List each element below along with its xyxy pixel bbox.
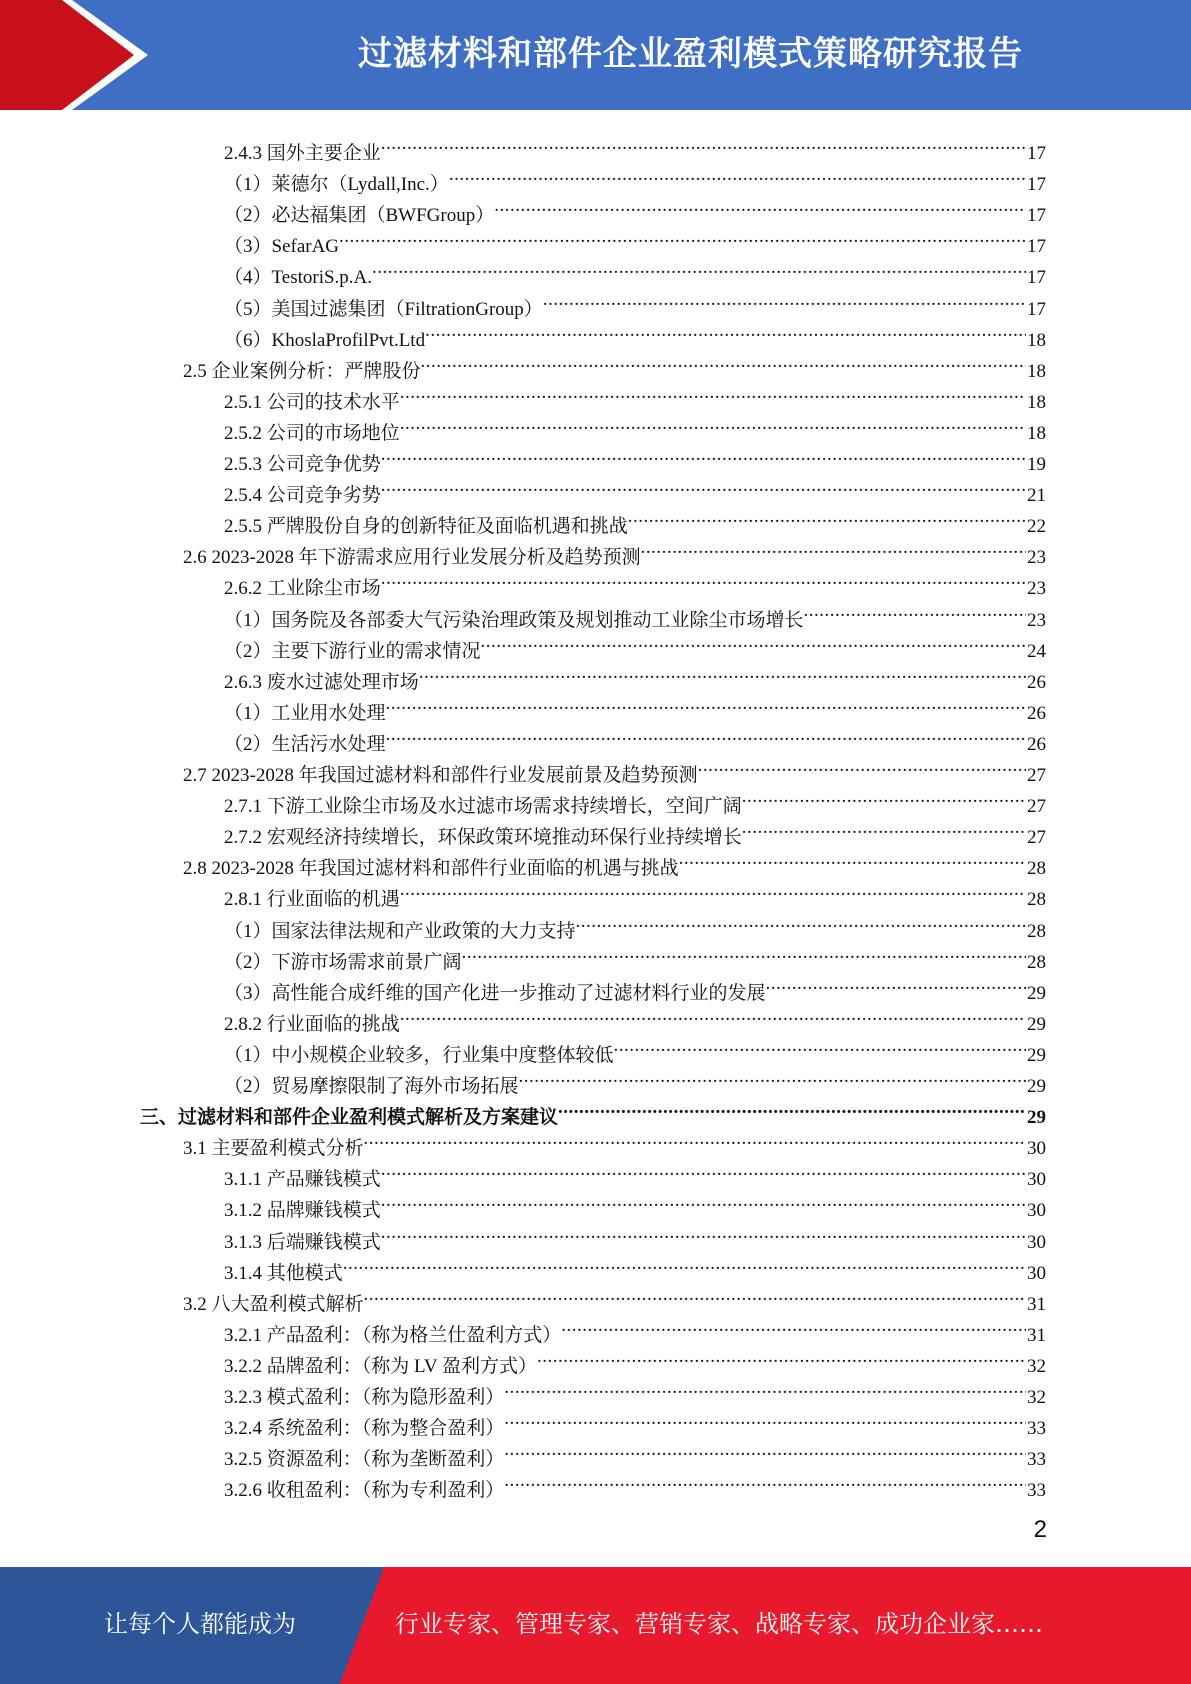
toc-entry-page: 26 <box>1027 671 1046 693</box>
toc-entry[interactable] <box>224 1154 1046 1191</box>
toc-entry-title: 2.5.2 公司的市场地位 <box>224 422 400 444</box>
toc-entry[interactable] <box>224 937 1046 973</box>
toc-dot-leader <box>679 843 1026 874</box>
toc-entry-title: 2.5.1 公司的技术水平 <box>224 391 400 413</box>
toc-entry-title: （2）下游市场需求前景广阔 <box>224 951 462 973</box>
toc-entry-page: 18 <box>1027 360 1046 382</box>
toc-entry-title: （3）高性能合成纤维的国产化进一步推动了过滤材料行业的发展 <box>224 982 766 1004</box>
toc-entry-title: 2.7.1 下游工业除尘市场及水过滤市场需求持续增长，空间广阔 <box>224 796 742 818</box>
toc-dot-leader <box>386 688 1026 719</box>
toc-dot-leader <box>339 221 1026 252</box>
toc-dot-leader <box>558 1092 1026 1123</box>
toc-entry-page: 28 <box>1027 889 1046 911</box>
toc-entry[interactable] <box>224 874 1046 911</box>
toc-entry-title: 2.5.4 公司竞争劣势 <box>224 485 381 507</box>
toc-entry-page: 17 <box>1027 174 1046 196</box>
toc-entry-page: 26 <box>1027 733 1046 755</box>
toc-entry-title: （1）国家法律法规和产业政策的大力支持 <box>224 920 576 942</box>
toc-entry[interactable] <box>224 1248 1046 1284</box>
toc-dot-leader <box>421 346 1026 377</box>
toc-entry-page: 17 <box>1027 267 1046 289</box>
toc-entry-page: 19 <box>1027 454 1046 475</box>
toc-entry-page: 29 <box>1027 1044 1046 1066</box>
toc-dot-leader <box>381 1185 1026 1216</box>
toc-dot-leader <box>504 1403 1026 1434</box>
toc-dot-leader <box>504 1434 1026 1465</box>
toc-dot-leader <box>641 532 1026 563</box>
footer-slogan-left: 让每个人都能成为 <box>104 1610 296 1638</box>
toc-dot-leader <box>742 812 1026 843</box>
toc-entry-title: （5）美国过滤集团（FiltrationGroup） <box>224 298 543 320</box>
toc-entry-page: 27 <box>1027 796 1046 818</box>
toc-entry-page: 21 <box>1027 485 1046 507</box>
toc-entry-page: 32 <box>1027 1355 1046 1377</box>
toc-dot-leader <box>766 968 1026 999</box>
toc-entry[interactable] <box>224 221 1046 258</box>
toc-entry-title: 3.2.2 品牌盈利：（称为 LV 盈利方式） <box>224 1355 537 1377</box>
toc-entry[interactable] <box>224 1372 1046 1408</box>
page-footer <box>0 1567 1191 1684</box>
toc-entry-page: 27 <box>1027 765 1046 786</box>
toc-entry-page: 28 <box>1027 920 1046 942</box>
toc-entry[interactable] <box>224 501 1046 538</box>
toc-entry[interactable] <box>224 159 1046 196</box>
toc-entry[interactable] <box>224 719 1046 755</box>
toc-entry-page: 29 <box>1027 1013 1046 1035</box>
page-header <box>0 0 1191 110</box>
toc-dot-leader <box>381 470 1026 501</box>
toc-dot-leader <box>576 906 1026 937</box>
toc-entry-title: 2.8 2023-2028 年我国过滤材料和部件行业面临的机遇与挑战 <box>183 858 679 880</box>
toc-dot-leader <box>400 874 1026 905</box>
toc-entry[interactable] <box>224 595 1046 631</box>
toc-entry-page: 28 <box>1027 858 1046 880</box>
toc-entry-title: （6）KhoslaProfilPvt.Ltd <box>224 329 426 351</box>
toc-dot-leader <box>628 501 1026 532</box>
toc-entry[interactable] <box>183 1123 1046 1160</box>
toc-entry-title: （2）主要下游行业的需求情况 <box>224 640 481 662</box>
toc-entry-title: 2.5.5 严牌股份自身的创新特征及面临机遇和挑战 <box>224 516 628 538</box>
toc-dot-leader <box>364 1279 1026 1310</box>
toc-dot-leader <box>614 1030 1026 1061</box>
toc-dot-leader <box>742 781 1026 812</box>
toc-entry[interactable] <box>140 1092 1046 1129</box>
toc-dot-leader <box>449 159 1026 190</box>
toc-entry-page: 23 <box>1027 547 1046 569</box>
toc-entry[interactable] <box>224 1030 1046 1066</box>
toc-entry[interactable] <box>224 1310 1046 1346</box>
toc-entry[interactable] <box>224 626 1046 662</box>
toc-entry-title: 2.6 2023-2028 年下游需求应用行业发展分析及趋势预测 <box>183 547 641 569</box>
toc-entry-page: 31 <box>1027 1324 1046 1346</box>
toc-entry-page: 26 <box>1027 702 1046 724</box>
toc-entry[interactable] <box>224 812 1046 849</box>
toc-entry-page: 23 <box>1027 609 1046 631</box>
toc-entry-title: 3.2 八大盈利模式解析 <box>183 1293 364 1315</box>
toc-dot-leader <box>386 719 1026 750</box>
toc-dot-leader <box>381 563 1026 594</box>
toc-entry-page: 33 <box>1027 1418 1046 1440</box>
toc-entry[interactable] <box>224 470 1046 507</box>
toc-entry[interactable] <box>224 252 1046 289</box>
toc-entry-title: （1）莱德尔（Lydall,Inc.） <box>224 174 449 196</box>
toc-entry-title: 3.2.4 系统盈利：（称为整合盈利） <box>224 1418 505 1440</box>
toc-entry-title: 2.6.3 废水过滤处理市场 <box>224 671 419 693</box>
toc-entry-title: 3.1.2 品牌赚钱模式 <box>224 1200 381 1222</box>
toc-entry-title: 3.1.3 后端赚钱模式 <box>224 1231 381 1253</box>
toc-dot-leader <box>537 1341 1026 1372</box>
toc-entry-page: 27 <box>1027 827 1046 849</box>
toc-entry-title: 2.7.2 宏观经济持续增长，环保政策环境推动环保行业持续增长 <box>224 827 742 849</box>
footer-slogan-right: 行业专家、管理专家、营销专家、战略专家、成功企业家…… <box>395 1610 1043 1638</box>
page-number: 2 <box>1033 1516 1047 1543</box>
toc-entry[interactable] <box>183 843 1046 880</box>
toc-entry-title: （1）工业用水处理 <box>224 702 386 724</box>
toc-dot-leader <box>561 1310 1026 1341</box>
toc-dot-leader <box>504 1372 1026 1403</box>
toc-dot-leader <box>381 1217 1026 1248</box>
toc-entry-title: 2.5.3 公司竞争优势 <box>224 454 381 475</box>
toc-entry-page: 30 <box>1027 1200 1046 1222</box>
toc-entry-page: 28 <box>1027 951 1046 973</box>
toc-entry[interactable] <box>224 128 1046 164</box>
toc-entry-title: 3.1.1 产品赚钱模式 <box>224 1169 381 1191</box>
toc-dot-leader <box>481 626 1026 657</box>
toc-entry[interactable] <box>224 1185 1046 1222</box>
toc-entry-title: 3.1 主要盈利模式分析 <box>183 1138 364 1160</box>
toc-entry[interactable] <box>224 657 1046 693</box>
toc-entry[interactable] <box>224 284 1046 320</box>
toc-entry-title: 3.2.5 资源盈利：（称为垄断盈利） <box>224 1449 505 1471</box>
toc-entry-page: 17 <box>1027 236 1046 258</box>
toc-dot-leader <box>698 750 1026 781</box>
toc-entry[interactable] <box>224 1434 1046 1471</box>
toc-entry-page: 30 <box>1027 1138 1046 1160</box>
toc-dot-leader <box>504 1465 1026 1496</box>
toc-dot-leader <box>372 252 1026 283</box>
toc-entry[interactable] <box>183 532 1046 569</box>
toc-entry[interactable] <box>224 1217 1046 1253</box>
toc-dot-leader <box>364 1123 1026 1154</box>
toc-entry-page: 23 <box>1027 578 1046 600</box>
toc-entry-title: （3）SefarAG <box>224 236 340 258</box>
toc-entry-title: 三、过滤材料和部件企业盈利模式解析及方案建议 <box>140 1107 559 1129</box>
toc-entry[interactable] <box>224 781 1046 818</box>
toc-entry-title: 3.1.4 其他模式 <box>224 1262 343 1284</box>
toc-entry-page: 31 <box>1027 1293 1046 1315</box>
toc-entry-title: 2.8.1 行业面临的机遇 <box>224 889 400 911</box>
toc-entry-page: 18 <box>1027 329 1046 351</box>
toc-dot-leader <box>381 128 1026 159</box>
toc-entry-title: 3.2.3 模式盈利：（称为隐形盈利） <box>224 1387 505 1408</box>
toc-entry-title: （4）TestoriS.p.A. <box>224 267 373 289</box>
toc-entry[interactable] <box>224 563 1046 600</box>
toc-entry-page: 32 <box>1027 1387 1046 1408</box>
toc-entry[interactable] <box>224 906 1046 942</box>
toc-dot-leader <box>494 190 1026 221</box>
toc-entry-title: （1）国务院及各部委大气污染治理政策及规划推动工业除尘市场增长 <box>224 609 804 631</box>
toc-entry-page: 29 <box>1027 1107 1046 1129</box>
report-title: 过滤材料和部件企业盈利模式策略研究报告 <box>358 34 1023 74</box>
toc-entry-page: 30 <box>1027 1231 1046 1253</box>
toc-entry-title: 3.2.6 收租盈利：（称为专利盈利） <box>224 1480 505 1502</box>
toc-entry-page: 33 <box>1027 1480 1046 1502</box>
toc-dot-leader <box>804 595 1026 626</box>
toc-entry-page: 24 <box>1027 640 1046 662</box>
toc-entry[interactable] <box>224 688 1046 724</box>
toc-entry[interactable] <box>224 439 1046 475</box>
toc-entry[interactable] <box>224 190 1046 227</box>
toc-entry-page: 30 <box>1027 1262 1046 1284</box>
toc-dot-leader <box>381 1154 1026 1185</box>
toc-dot-leader <box>425 315 1026 346</box>
toc-entry-page: 17 <box>1027 298 1046 320</box>
toc-dot-leader <box>519 1061 1026 1092</box>
toc-dot-leader <box>419 657 1026 688</box>
toc-entry-page: 18 <box>1027 391 1046 413</box>
toc-dot-leader <box>343 1248 1026 1279</box>
toc-entry-page: 17 <box>1027 205 1046 227</box>
toc-entry-title: 2.8.2 行业面临的挑战 <box>224 1013 400 1035</box>
toc-entry-title: 2.6.2 工业除尘市场 <box>224 578 381 600</box>
toc-entry[interactable] <box>224 315 1046 351</box>
toc-entry-title: 2.5 企业案例分析：严牌股份 <box>183 360 421 382</box>
toc-entry-page: 30 <box>1027 1169 1046 1191</box>
toc-entry[interactable] <box>224 1061 1046 1097</box>
toc-entry[interactable] <box>224 408 1046 444</box>
toc-entry[interactable] <box>224 377 1046 413</box>
toc-entry-page: 17 <box>1027 143 1046 164</box>
toc-entry[interactable] <box>183 1279 1046 1315</box>
toc-entry-title: 2.4.3 国外主要企业 <box>224 143 381 164</box>
toc-entry[interactable] <box>183 750 1046 786</box>
toc-entry-page: 18 <box>1027 422 1046 444</box>
toc-entry-page: 33 <box>1027 1449 1046 1471</box>
toc-entry[interactable] <box>224 1341 1046 1377</box>
toc-entry-page: 29 <box>1027 1076 1046 1097</box>
toc-entry[interactable] <box>183 346 1046 382</box>
toc-entry-page: 29 <box>1027 982 1046 1004</box>
toc-entry-page: 22 <box>1027 516 1046 538</box>
toc-entry[interactable] <box>224 968 1046 1004</box>
toc-dot-leader <box>543 284 1026 315</box>
toc-entry[interactable] <box>224 999 1046 1035</box>
toc-dot-leader <box>381 439 1026 470</box>
toc-entry-title: 3.2.1 产品盈利：（称为格兰仕盈利方式） <box>224 1324 562 1346</box>
toc-entry[interactable] <box>224 1403 1046 1440</box>
toc-entry-title: （2）贸易摩擦限制了海外市场拓展 <box>224 1076 519 1097</box>
toc-dot-leader <box>400 377 1026 408</box>
toc-dot-leader <box>400 408 1026 439</box>
toc-entry[interactable] <box>224 1465 1046 1502</box>
toc-entry-title: （2）生活污水处理 <box>224 733 386 755</box>
toc-entry-title: （2）必达福集团（BWFGroup） <box>224 205 495 227</box>
toc-dot-leader <box>400 999 1026 1030</box>
toc-dot-leader <box>462 937 1026 968</box>
toc-entry-title: 2.7 2023-2028 年我国过滤材料和部件行业发展前景及趋势预测 <box>183 765 698 786</box>
toc-entry-title: （1）中小规模企业较多，行业集中度整体较低 <box>224 1044 614 1066</box>
